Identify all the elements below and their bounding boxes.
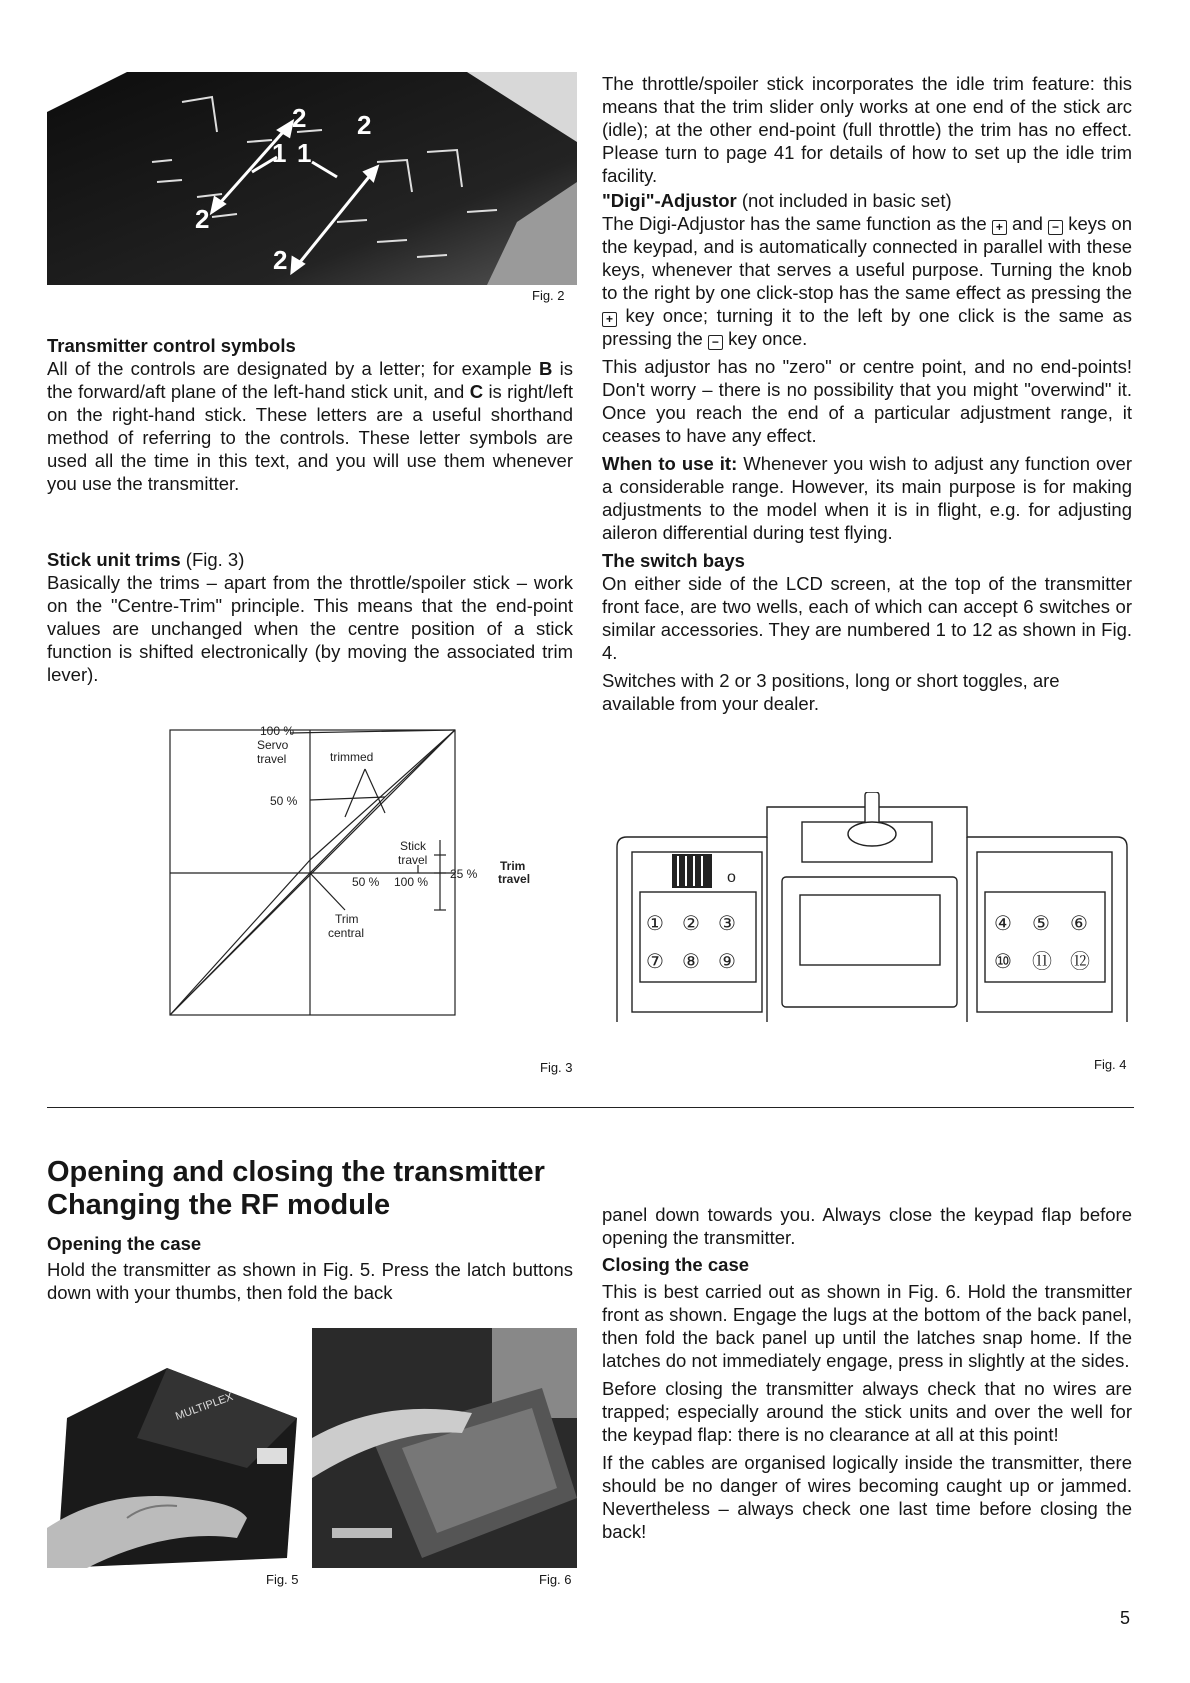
section2-title <box>47 1156 607 1222</box>
lcd-screen <box>800 895 940 965</box>
adjustor-paragraph: This adjustor has no "zero" or centre point, and no end-points! Don't worry – there is no possibility that you might "overwind" it. Once you reach the end of a particular adjustment range, it ceases to have any effect. <box>602 356 1132 446</box>
brand-label: MULTIPLEX <box>173 1390 235 1423</box>
section-divider <box>47 1107 1134 1108</box>
minus-key-icon: − <box>1048 220 1063 235</box>
switch-number-10: ⑩ <box>994 951 1012 973</box>
before-closing-paragraph: Before closing the transmitter always check that no wires are trapped; especially around the stick units and over the well for the keypad flap: there is no clearance at all at this point! <box>602 1378 1132 1445</box>
switch-number-2: ② <box>682 913 700 935</box>
paragraph: All of the controls are designated by a letter; for example B is the forward/aft plane of the left-hand stick unit, and C is right/left on the right-hand stick. These letters are a useful shorthand method of referring to the controls. These letter symbols are used all the time in this text, and you will use them whenever you use the transmitter. <box>47 358 573 494</box>
fig3-label: Stick <box>400 839 427 853</box>
indicator-o: o <box>727 869 736 886</box>
lcd-frame <box>782 877 957 1007</box>
plus-key-icon: + <box>602 312 617 327</box>
fig6-caption: Fig. 6 <box>539 1572 572 1587</box>
stick-trims-section <box>47 548 573 686</box>
fig3-label: Trim <box>500 859 526 873</box>
fig2-mark: 2 <box>357 110 372 140</box>
when-paragraph: When to use it: Whenever you wish to adjust any function over a considerable range. However, its main purpose is for making adjustments to the model when it is in flight, e.g. for adjusting aileron differential during test flying. <box>602 453 1132 543</box>
switch-number-5: ⑤ <box>1032 913 1050 935</box>
fig3-label: central <box>328 926 365 940</box>
fig3-label: travel <box>498 872 531 886</box>
fig2-mark: 1 <box>297 138 312 168</box>
fig3-label: 100 % <box>394 875 429 889</box>
fig4-caption: Fig. 4 <box>1094 1057 1127 1072</box>
digi-paragraph: The Digi-Adjustor has the same function as the + and − keys on the keypad, and is automatically connected in parallel with these keys, whenever that serves a useful purpose. Turning the knob to the right by one click-stop has the same effect as pressing the + key once; turning it to the left by one click is the same as pressing the − key once. <box>602 213 1132 349</box>
digi-adjustor-heading: "Digi"-Adjustor (not included in basic set) <box>602 190 952 211</box>
fig3-label: trimmed <box>330 750 374 764</box>
switch-number-4: ④ <box>994 913 1012 935</box>
fig4-diagram <box>612 792 1132 1022</box>
fig6-photo <box>312 1328 577 1568</box>
page-title: Opening and closing the transmitter <box>47 1156 545 1188</box>
switch-availability: Switches with 2 or 3 positions, long or short toggles, are available from your dealer. <box>602 670 1060 714</box>
switch-number-7: ⑦ <box>646 951 664 973</box>
fig2-photo <box>47 72 577 285</box>
section-heading: Stick unit trims (Fig. 3) <box>47 549 245 570</box>
fig3-label: travel <box>257 752 287 766</box>
section2-right-column <box>602 1203 1132 1543</box>
transmitter-symbols-section <box>47 334 573 495</box>
right-column-text <box>602 72 1132 715</box>
fig3-label: 50 % <box>352 875 380 889</box>
page-number: 5 <box>1120 1608 1131 1628</box>
switch-number-1: ① <box>646 913 664 935</box>
fig2-mark: 2 <box>195 204 210 234</box>
fig3-caption: Fig. 3 <box>540 1060 573 1075</box>
closing-paragraph: This is best carried out as shown in Fig. 6. Hold the transmitter front as shown. Engage the lugs at the bottom of the back panel, then fold the back panel up until the latches snap home. If the latches do not immediately engage, press in slightly at the sides. <box>602 1281 1132 1371</box>
fig5-photo <box>47 1328 297 1568</box>
fig2-caption: Fig. 2 <box>532 288 565 303</box>
switch-bays-heading: The switch bays <box>602 550 745 571</box>
fig2-mark: 2 <box>292 103 307 133</box>
switch-number-11: ⑪ <box>1032 951 1052 973</box>
throttle-paragraph: The throttle/spoiler stick incorporates the idle trim feature: this means that the trim slider only works at one end of the stick arc (idle); at the other end-point (full throttle) the trim has no effect. Please turn to page 41 for details of how to set up the idle trim facility. <box>602 73 1132 186</box>
page-subtitle: Changing the RF module <box>47 1189 391 1221</box>
minus-key-icon: − <box>708 335 723 350</box>
opening-section <box>47 1232 573 1304</box>
fig3-label: Trim <box>335 912 359 926</box>
switch-number-9: ⑨ <box>718 951 736 973</box>
fig5-caption: Fig. 5 <box>266 1572 299 1587</box>
fig3-label: Servo <box>257 738 289 752</box>
fig2-mark: 1 <box>272 138 287 168</box>
fig3-diagram <box>160 725 560 1025</box>
section-heading: Transmitter control symbols <box>47 335 296 356</box>
switch-number-8: ⑧ <box>682 951 700 973</box>
continued-paragraph: panel down towards you. Always close the keypad flap before opening the transmitter. <box>602 1204 1132 1248</box>
plus-key-icon: + <box>992 220 1007 235</box>
fig3-label: 25 % <box>450 867 478 881</box>
opening-heading: Opening the case <box>47 1233 202 1254</box>
paragraph: Basically the trims – apart from the throttle/spoiler stick – work on the "Centre-Trim" principle. This means that the end-point values are unchanged when the centre position of a stick function is shifted electronically (by moving the associated trim lever). <box>47 572 573 685</box>
switch-number-3: ③ <box>718 913 736 935</box>
closing-heading: Closing the case <box>602 1254 750 1275</box>
switch-number-6: ⑥ <box>1070 913 1088 935</box>
fig2-mark: 2 <box>273 245 288 275</box>
switch-number-12: ⑫ <box>1070 951 1090 973</box>
fig3-label: 50 % <box>270 794 298 808</box>
fig2-drawing <box>47 72 577 285</box>
fig3-label: 100 % <box>260 725 295 738</box>
switch-paragraph: On either side of the LCD screen, at the top of the transmitter front face, are two wells, each of which can accept 6 switches or similar accessories. They are numbered 1 to 12 as shown in Fig. 4. <box>602 573 1132 663</box>
fig3-label: travel <box>398 853 428 867</box>
opening-paragraph: Hold the transmitter as shown in Fig. 5. Press the latch buttons down with your thumbs, then fold the back <box>47 1259 573 1303</box>
cables-paragraph: If the cables are organised logically inside the transmitter, there should be no danger of wires becoming caught up or jammed. Nevertheless – always check one last time before closing the back! <box>602 1452 1132 1542</box>
